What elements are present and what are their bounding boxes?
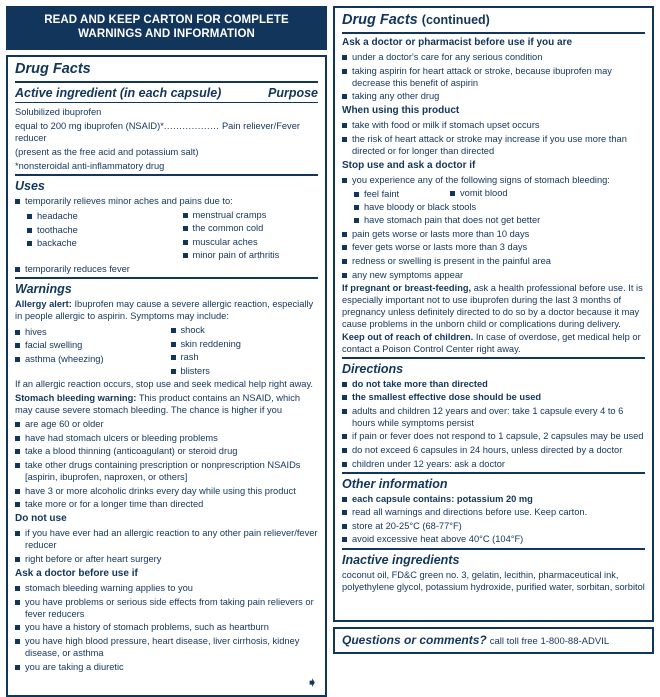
divider bbox=[342, 357, 645, 359]
list-item: taking aspirin for heart attack or stroke, because ibuprofen may decrease this benefit of aspirin bbox=[342, 65, 645, 89]
other-information-list bbox=[342, 493, 645, 546]
do-not-use-list bbox=[15, 527, 318, 565]
drug-facts-title-continued bbox=[342, 13, 645, 29]
list-item: each capsule contains: potassium 20 mg bbox=[342, 493, 645, 505]
inactive-ingredients-text: coconut oil, FD&C green no. 3, gelatin, lecithin, pharmaceutical ink, polyethylene glycol, potassium hydroxide, purified water, sorbitan, sorbitol bbox=[342, 569, 645, 592]
list-item: avoid excessive heat above 40°C (104°F) bbox=[342, 533, 645, 545]
active-ingredient-heading: Active ingredient (in each capsule) bbox=[15, 85, 222, 100]
list-item: if pain or fever does not respond to 1 capsule, 2 capsules may be used bbox=[342, 430, 645, 442]
list-item: temporarily reduces fever bbox=[15, 263, 318, 275]
list-item: store at 20-25°C (68-77°F) bbox=[342, 520, 645, 532]
list-item: minor pain of arthritis bbox=[171, 249, 319, 261]
stop-use-list bbox=[342, 174, 645, 281]
list-item: vomit blood bbox=[438, 187, 645, 199]
divider bbox=[15, 81, 318, 83]
allergy-alert-label: Allergy alert: bbox=[15, 299, 72, 310]
list-item: adults and children 12 years and over: take 1 capsule every 4 to 6 hours while symptoms persist bbox=[342, 405, 645, 429]
list-item: the smallest effective dose should be used bbox=[342, 391, 645, 403]
list-item: rash bbox=[171, 351, 319, 363]
list-item: pain gets worse or lasts more than 10 days bbox=[342, 228, 645, 240]
ask-doctor-list bbox=[15, 582, 318, 673]
nsaid-footnote: *nonsteroidal anti-inflammatory drug bbox=[15, 161, 165, 171]
list-item: hives bbox=[15, 326, 163, 338]
keep-out-of-reach-text: In case of overdose, get medical help or contact a Poison Control Center right away. bbox=[342, 331, 641, 354]
divider bbox=[15, 277, 318, 279]
list-item: you have high blood pressure, heart disease, liver cirrhosis, kidney disease, or asthma bbox=[15, 635, 318, 659]
ingredient-text: equal to 200 mg ibuprofen (NSAID)* bbox=[15, 120, 164, 131]
list-item: taking any other drug bbox=[342, 90, 645, 102]
divider bbox=[15, 174, 318, 176]
allergy-alert-text: Ibuprofen may cause a severe allergic reaction, especially in people allergic to aspirin. Symptoms may include: bbox=[15, 299, 314, 322]
active-ingredient-line-2 bbox=[15, 120, 318, 144]
list-item: children under 12 years: ask a doctor bbox=[342, 458, 645, 470]
list-item: the risk of heart attack or stroke may increase if you use more than directed or for longer than directed bbox=[342, 133, 645, 157]
list-item: are age 60 or older bbox=[15, 418, 318, 430]
allergy-note: If an allergic reaction occurs, stop use and seek medical help right away. bbox=[15, 379, 313, 390]
list-item: read all warnings and directions before use. Keep carton. bbox=[342, 506, 645, 518]
directions-heading: Directions bbox=[342, 361, 404, 376]
uses-sublist bbox=[15, 209, 318, 262]
list-item: asthma (wheezing) bbox=[15, 353, 163, 365]
drug-facts-panel-left bbox=[6, 55, 327, 697]
list-item: backache bbox=[15, 237, 163, 249]
list-item: right before or after heart surgery bbox=[15, 553, 318, 565]
questions-label: Questions or comments? bbox=[342, 633, 487, 647]
list-item: you have a history of stomach problems, such as heartburn bbox=[15, 621, 318, 633]
active-ingredient-line-1: Solubilized ibuprofen bbox=[15, 106, 102, 117]
list-item: do not take more than directed bbox=[342, 378, 645, 390]
list-item: facial swelling bbox=[15, 339, 163, 351]
uses-final-list bbox=[15, 263, 318, 275]
list-item: have 3 or more alcoholic drinks every day while using this product bbox=[15, 485, 318, 497]
list-item: have had stomach ulcers or bleeding problems bbox=[15, 432, 318, 444]
stop-use-heading: Stop use and ask a doctor if bbox=[342, 159, 476, 171]
ask-doctor-pharmacist-heading: Ask a doctor or pharmacist before use if you are bbox=[342, 36, 573, 48]
do-not-use-heading: Do not use bbox=[15, 513, 67, 525]
list-item: any new symptoms appear bbox=[342, 269, 645, 281]
list-item: feel faint bbox=[342, 188, 645, 200]
banner-line-2: WARNINGS AND INFORMATION bbox=[78, 28, 255, 41]
list-item: redness or swelling is present in the painful area bbox=[342, 255, 645, 267]
right-column bbox=[333, 6, 654, 654]
list-item: skin reddening bbox=[171, 338, 319, 350]
left-column bbox=[6, 6, 327, 690]
divider bbox=[342, 472, 645, 474]
pregnancy-warning bbox=[342, 282, 645, 354]
list-item: toothache bbox=[15, 224, 163, 236]
drug-facts-title: Drug Facts bbox=[15, 60, 91, 77]
list-item: muscular aches bbox=[171, 236, 319, 248]
list-item: the common cold bbox=[171, 222, 319, 234]
continued-label: (continued) bbox=[421, 13, 490, 27]
list-item: shock bbox=[171, 324, 319, 336]
list-item: have bloody or black stools bbox=[342, 201, 645, 213]
list-item: take more or for a longer time than directed bbox=[15, 498, 318, 510]
list-item: menstrual cramps bbox=[171, 209, 319, 221]
pregnancy-text: ask a health professional before use. It is especially important not to use ibuprofen during the last 3 months of pregnancy unless definitely directed to do so by a doctor because it may cause problems in the unborn child or complications during delivery. bbox=[342, 283, 643, 330]
inactive-ingredients-heading: Inactive ingredients bbox=[342, 552, 460, 567]
continue-arrow-icon: ➧ bbox=[306, 673, 318, 690]
divider bbox=[15, 102, 318, 103]
ask-doctor-pharmacist-list bbox=[342, 51, 645, 102]
other-information-heading: Other information bbox=[342, 476, 448, 491]
stomach-bleeding-warning bbox=[15, 392, 318, 416]
directions-list bbox=[342, 378, 645, 470]
divider bbox=[342, 548, 645, 550]
stomach-risk-list bbox=[15, 418, 318, 510]
list-item: you are taking a diuretic bbox=[15, 661, 318, 673]
purpose-heading: Purpose bbox=[267, 85, 318, 100]
divider bbox=[342, 32, 645, 34]
list-item: under a doctor's care for any serious condition bbox=[342, 51, 645, 63]
list-item: take with food or milk if stomach upset occurs bbox=[342, 119, 645, 131]
when-using-heading: When using this product bbox=[342, 105, 460, 117]
list-item: do not exceed 6 capsules in 24 hours, unless directed by a doctor bbox=[342, 444, 645, 456]
carton-banner bbox=[6, 6, 327, 50]
list-item: take other drugs containing prescription or nonprescription NSAIDs [aspirin, ibuprofen, naproxen, or others] bbox=[15, 459, 318, 483]
stomach-warning-text: This product contains an NSAID, which may cause severe stomach bleeding. The chance is higher if you bbox=[15, 393, 301, 416]
list-item: headache bbox=[15, 210, 163, 222]
questions-box bbox=[333, 627, 654, 654]
list-item: have stomach pain that does not get better bbox=[342, 214, 645, 226]
list-item: temporarily relieves minor aches and pains due to: bbox=[15, 195, 318, 207]
purpose-value: Pain reliever/Fever reducer bbox=[15, 120, 300, 143]
when-using-list bbox=[342, 119, 645, 157]
dot-leader: .................. bbox=[163, 120, 220, 131]
list-item: you experience any of the following signs of stomach bleeding: bbox=[342, 174, 645, 186]
active-ingredient-line-3: (present as the free acid and potassium salt) bbox=[15, 146, 199, 157]
pregnancy-label: If pregnant or breast-feeding, bbox=[342, 283, 472, 294]
allergy-symptom-list bbox=[15, 324, 318, 377]
questions-phone: call toll free 1-800-88-ADVIL bbox=[489, 636, 610, 647]
list-item: take a blood thinning (anticoagulant) or steroid drug bbox=[15, 445, 318, 457]
keep-out-of-reach-label: Keep out of reach of children. bbox=[342, 331, 474, 342]
stomach-warning-label: Stomach bleeding warning: bbox=[15, 393, 137, 404]
list-item: you have problems or serious side effects from taking pain relievers or fever reducers bbox=[15, 596, 318, 620]
warnings-heading: Warnings bbox=[15, 282, 72, 297]
list-item: blisters bbox=[171, 365, 319, 377]
ask-doctor-heading: Ask a doctor before use if bbox=[15, 568, 138, 580]
list-item: if you have ever had an allergic reaction to any other pain reliever/fever reducer bbox=[15, 527, 318, 551]
uses-heading: Uses bbox=[15, 179, 45, 194]
list-item: fever gets worse or lasts more than 3 days bbox=[342, 241, 645, 253]
list-item: stomach bleeding warning applies to you bbox=[15, 582, 318, 594]
banner-line-1: READ AND KEEP CARTON FOR COMPLETE bbox=[44, 14, 289, 26]
drug-facts-panel-right bbox=[333, 6, 654, 622]
uses-list bbox=[15, 195, 318, 207]
allergy-alert bbox=[15, 298, 318, 322]
drug-facts-title: Drug Facts bbox=[342, 12, 418, 28]
